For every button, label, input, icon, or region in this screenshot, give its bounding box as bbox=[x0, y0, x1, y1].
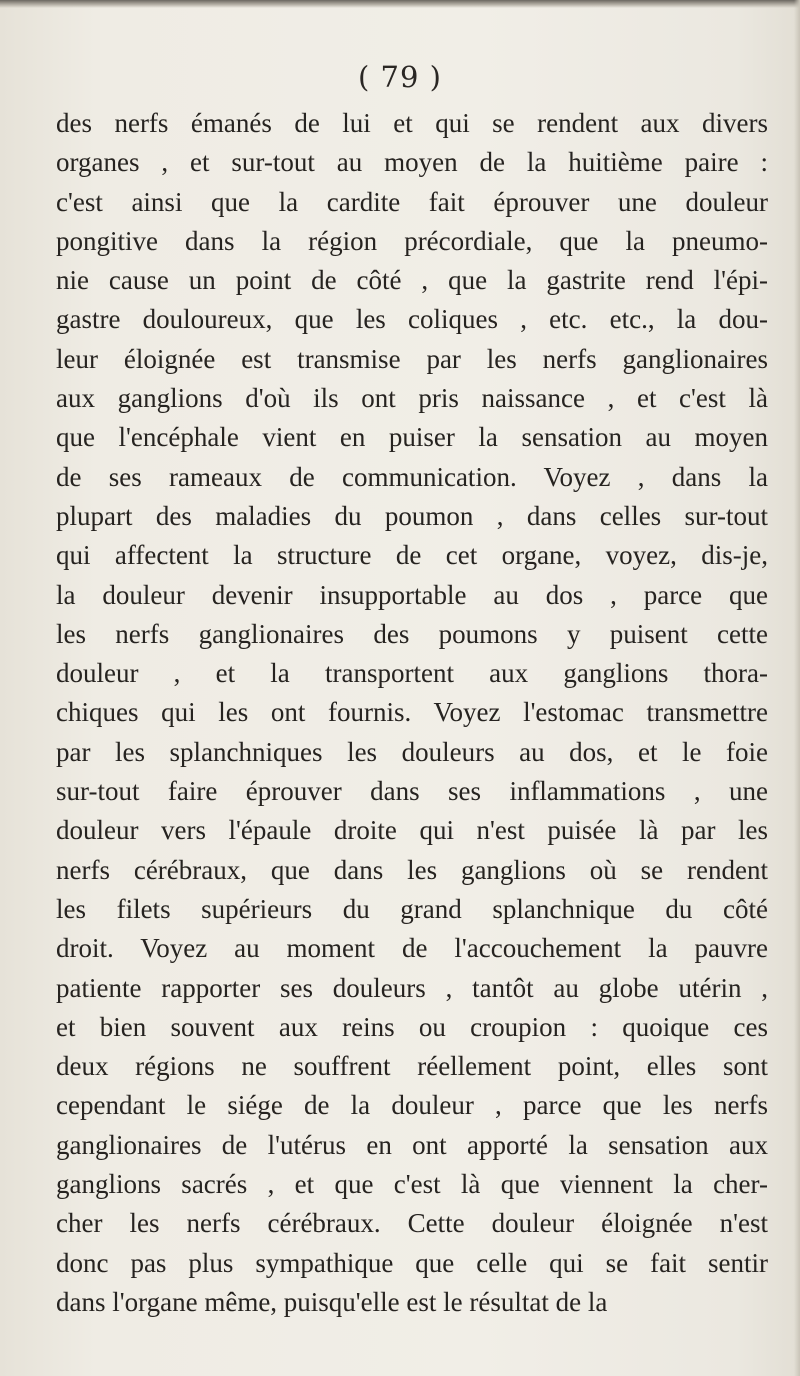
body-text bbox=[56, 104, 768, 1322]
text-line: cher les nerfs cérébraux. Cette douleur éloignée n'est bbox=[56, 1208, 768, 1239]
text-line: les nerfs ganglionaires des poumons y puisent cette bbox=[56, 618, 768, 649]
text-line: douleur vers l'épaule droite qui n'est puisée là par les bbox=[56, 815, 768, 846]
text-line: deux régions ne souffrent réellement point, elles sont bbox=[56, 1051, 768, 1082]
text-line: leur éloignée est transmise par les nerfs ganglionaires bbox=[56, 343, 768, 374]
text-line: nie cause un point de côté , que la gastrite rend l'épi- bbox=[56, 265, 768, 296]
text-line: qui affectent la structure de cet organe, voyez, dis-je, bbox=[56, 540, 768, 571]
text-line: ganglionaires de l'utérus en ont apporté la sensation aux bbox=[56, 1129, 768, 1160]
text-line: cependant le siége de la douleur , parce que les nerfs bbox=[56, 1090, 768, 1121]
text-line: de ses rameaux de communication. Voyez , dans la bbox=[56, 461, 768, 492]
text-line: dans l'organe même, puisqu'elle est le résultat de la bbox=[56, 1286, 608, 1317]
page-number: ( 79 ) bbox=[358, 60, 442, 94]
text-line: et bien souvent aux reins ou croupion : quoique ces bbox=[56, 1011, 768, 1042]
text-line: par les splanchniques les douleurs au dos, et le foie bbox=[56, 736, 768, 767]
text-line: pongitive dans la région précordiale, que la pneumo- bbox=[56, 225, 768, 256]
text-line: douleur , et la transportent aux ganglions thora- bbox=[56, 658, 768, 689]
text-line: plupart des maladies du poumon , dans celles sur-tout bbox=[56, 500, 768, 531]
text-line: chiques qui les ont fournis. Voyez l'estomac transmettre bbox=[56, 697, 768, 728]
text-line: donc pas plus sympathique que celle qui se fait sentir bbox=[56, 1247, 768, 1278]
text-line: la douleur devenir insupportable au dos , parce que bbox=[56, 579, 768, 610]
text-line: patiente rapporter ses douleurs , tantôt au globe utérin , bbox=[56, 972, 768, 1003]
page-right-edge bbox=[794, 0, 800, 1376]
text-line: organes , et sur-tout au moyen de la huitième paire : bbox=[56, 147, 768, 178]
text-line: gastre douloureux, que les coliques , etc. etc., la dou- bbox=[56, 304, 768, 335]
text-line: ganglions sacrés , et que c'est là que viennent la cher- bbox=[56, 1169, 768, 1200]
text-line: sur-tout faire éprouver dans ses inflammations , une bbox=[56, 776, 768, 807]
text-line: aux ganglions d'où ils ont pris naissance , et c'est là bbox=[56, 383, 768, 414]
text-line: c'est ainsi que la cardite fait éprouver une douleur bbox=[56, 186, 768, 217]
text-line: les filets supérieurs du grand splanchnique du côté bbox=[56, 893, 768, 924]
text-line: nerfs cérébraux, que dans les ganglions où se rendent bbox=[56, 854, 768, 885]
text-line: droit. Voyez au moment de l'accouchement la pauvre bbox=[56, 933, 768, 964]
text-line: des nerfs émanés de lui et qui se rendent aux divers bbox=[56, 108, 768, 138]
page-top-edge bbox=[0, 0, 800, 8]
text-line: que l'encéphale vient en puiser la sensation au moyen bbox=[56, 422, 768, 453]
